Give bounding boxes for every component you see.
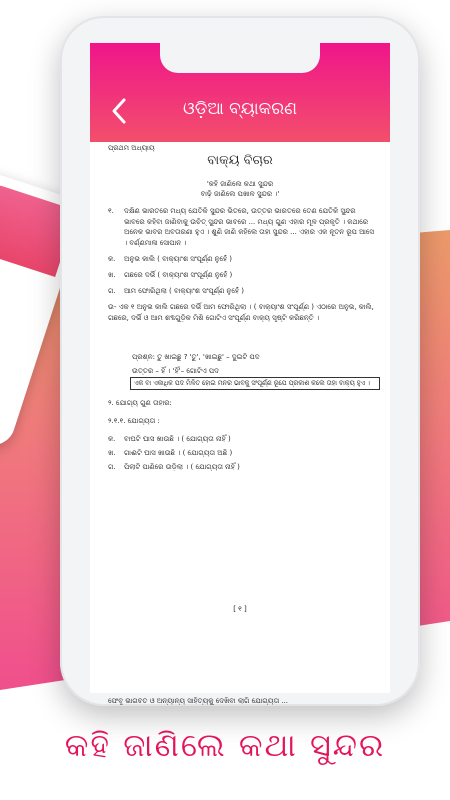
list-item (108, 286, 374, 297)
app-title: ଓଡ଼ିଆ ବ୍ୟାକରଣ (183, 99, 297, 119)
section-heading-21: ୨.୧.୧. ଯୋଗ୍ୟତା : (108, 417, 160, 425)
list-item (108, 434, 374, 445)
example-answer: ଉତ୍ତର – ହିଁ । 'ହିଁ'– ଗୋଟିଏ ପଦ (132, 367, 219, 375)
paragraph-2: ଉ- ଏକ ୧ ଅନୁଭ କାଲି ଗଛରେ ଦର୍ଭି ଆମ ଫୋରିଥିଲା । ( ବାକ୍ୟାଂଶ ସଂପୂର୍ଣ୍ଣ ) ଏଠାରେ ଅନୁଭ, କାଲି, ଗଛରେ, ଦର୍ଭି ଓ ଆମ ଶବ୍ଦଗୁଡ଼ିକ ମିଶି ଗୋଟିଏ ସଂପୂର୍ଣ୍ଣ ବାକ୍ୟ ସୃଷ୍ଟି କରିଛନ୍ତି । (108, 303, 374, 322)
promo-tagline: କହି ଜାଣିଲେ କଥା ସୁନ୍ଦର (64, 726, 386, 764)
list-item-text: ପିଲାଟି ପାଣିରେ ଉଡ଼ିଲା । ( ଯୋଗ୍ୟତା ନାହିଁ ) (124, 463, 240, 471)
paragraph-text: ଦକ୍ଷିଣ ଭାରତରେ ମଧ୍ୟ ଯେତିକି ସୁନ୍ଦର ଭିତରେ, ଉତ୍ତର ଭାରତରେ ତେଣ ଯେତିକି ସୁନ୍ଦର ଭାବରେ କହିବା ଜାଣିବାକୁ ଉଚିତ୍ ସୁନ୍ଦର ଭାବରେ ... ମଧ୍ୟ ଗୁଣ ଏହାର ମୂଳ ପ୍ରକୃତି । କଥାରେ ଅନେକ ଭାବର ଅବତାରଣା ହୁଏ । ଶୁଣି ଜାଣି କହିଲେ ତାହା ସୁନ୍ଦର ... ଏହାର ଏକ ନୂତନ ରୂପ ଆସେ । ବର୍ଣ୍ଣମାଳା ସୋପାନ । (124, 207, 374, 247)
back-button[interactable] (104, 96, 134, 126)
document-subheading-1: 'କହି ଜାଣିଲେ କଥା ସୁନ୍ଦର (206, 180, 274, 188)
section-heading-2: ୨. ଯୋଗ୍ୟ ଗୁଣ ତାହାର: (108, 399, 172, 407)
page-number: [ ୧ ] (233, 605, 247, 613)
document-subheading-2: ବାଢ଼ି ଜାଣିଲେ ପଖାଳ ସୁନ୍ଦର ।' (200, 190, 280, 198)
list-item (108, 462, 374, 473)
document-heading: ବାକ୍ୟ ବିଚାର (207, 153, 273, 168)
chevron-left-icon (110, 98, 128, 124)
phone-screen (90, 43, 390, 705)
list-item-text: ଆମ ଫୋରିଥିଲା ( ବାକ୍ୟାଂଶ ସଂପୂର୍ଣ୍ଣ ନୁହେଁ ) (124, 287, 244, 295)
list-item-text: ବାଘଟି ଘାସ ଖାଉଛି । ( ଯୋଗ୍ୟତା ନାହିଁ ) (124, 435, 231, 443)
list-item-text: ଅନୁଭ କାଲି ( ବାକ୍ୟାଂଶ ସଂପୂର୍ଣ୍ଣ ନୁହେଁ ) (124, 255, 233, 263)
document-page[interactable] (90, 142, 390, 705)
list-item-label: କ. (108, 255, 116, 263)
list-item-label: କ. (108, 435, 116, 443)
list-item-text: ଗଛରେ ଦର୍ଭି ( ବାକ୍ୟାଂଶ ସଂପୂର୍ଣ୍ଣ ନୁହେଁ ) (124, 271, 233, 279)
phone-frame (60, 16, 420, 706)
list-item (108, 448, 374, 459)
list-item (108, 270, 374, 281)
paragraph-1 (108, 206, 374, 248)
list-item-label: ଗ. (108, 287, 116, 295)
list-item-label: ଗ. (108, 463, 116, 471)
example-question: ପ୍ରଶ୍ନ: ତୁ ଖାଇଛୁ ? 'ତୁ', 'ଖାଇଛୁ' – ଦୁଇଟି ପଦ (132, 353, 260, 361)
list-item-label: ଖ. (108, 271, 116, 279)
paragraph-number: ୧. (108, 207, 114, 215)
list-item-text: ଗାଈଟି ଘାସ ଖାଉଛି । ( ଯୋଗ୍ୟତା ଅଛି ) (124, 449, 233, 457)
footer-note: ଫେବୃ ଭାଗବତ ଓ ଅନ୍ୟାନ୍ୟ ସାହିତ୍ୟକୁ ଦେଖିବା ଲାଗି ଯୋଗ୍ୟତା ... (108, 697, 289, 705)
list-item (108, 254, 374, 265)
chapter-label: ପ୍ରଥମ ଅଧ୍ୟାୟ (108, 144, 155, 152)
phone-notch (160, 43, 320, 73)
list-item-label: ଖ. (108, 449, 116, 457)
boxed-rule: ଏକ ବା ଏକାଧିକ ପଦ ମିଳିତ ହୋଇ ମନର ଭାବକୁ ସଂପୂର୍ଣ୍ଣ ରୂପେ ପ୍ରକାଶ କଲେ ତାହା ବାକ୍ୟ ହୁଏ । (130, 377, 380, 390)
